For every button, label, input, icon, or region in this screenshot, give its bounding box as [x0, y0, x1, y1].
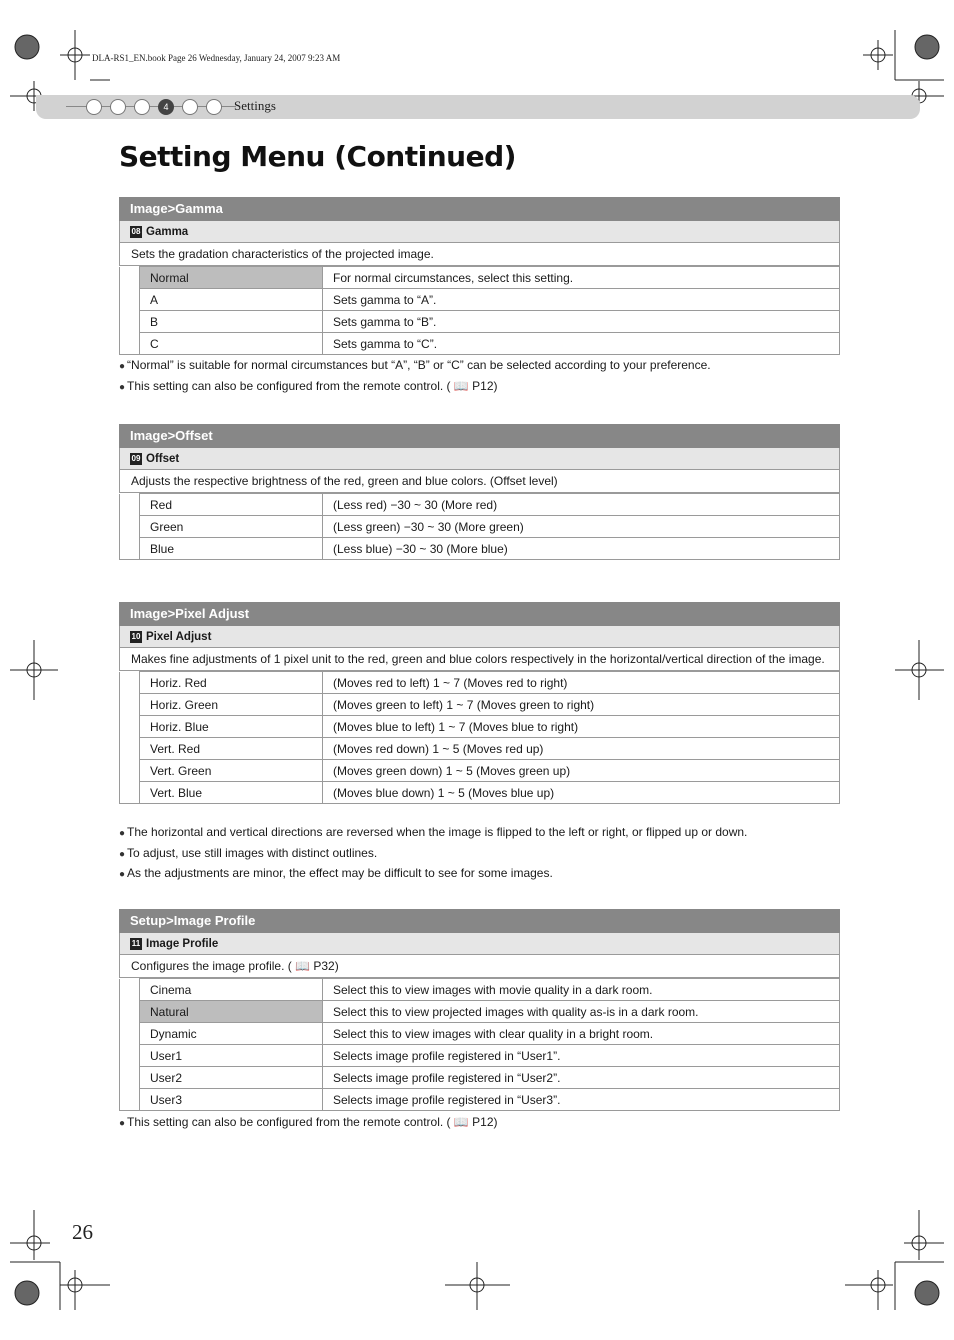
option-name: A: [140, 289, 323, 311]
option-name: Blue: [140, 538, 323, 560]
row-indent: [120, 782, 140, 804]
table-row: [120, 494, 840, 516]
row-indent: [120, 1067, 140, 1089]
option-description: Sets gamma to “C”.: [323, 333, 840, 355]
options-table: [119, 266, 840, 355]
note-item: ● To adjust, use still images with distinct outlines.: [119, 844, 747, 865]
row-indent: [120, 716, 140, 738]
option-description: (Less blue) −30 ~ 30 (More blue): [323, 538, 840, 560]
note-item: ● As the adjustments are minor, the effect may be difficult to see for some images.: [119, 864, 747, 885]
row-indent: [120, 694, 140, 716]
table-row: [120, 760, 840, 782]
item-title-text: Image Profile: [146, 937, 219, 950]
table-row: [120, 289, 840, 311]
row-indent: [120, 267, 140, 289]
section-label: Settings: [234, 98, 276, 113]
row-indent: [120, 333, 140, 355]
note-item: ● “Normal” is suitable for normal circumstances but “A”, “B” or “C” can be selected according to your preference.: [119, 356, 711, 377]
row-indent: [120, 1001, 140, 1023]
table-row: [120, 694, 840, 716]
table-row: [120, 1045, 840, 1067]
option-description: (Moves blue down) 1 ~ 5 (Moves blue up): [323, 782, 840, 804]
item-description: Sets the gradation characteristics of the projected image.: [119, 243, 840, 266]
table-row: [120, 782, 840, 804]
row-indent: [120, 979, 140, 1001]
item-number-badge: 08: [131, 226, 141, 236]
option-description: (Less red) −30 ~ 30 (More red): [323, 494, 840, 516]
row-indent: [120, 516, 140, 538]
row-indent: [120, 760, 140, 782]
option-description: (Moves green down) 1 ~ 5 (Moves green up): [323, 760, 840, 782]
table-row: [120, 1089, 840, 1111]
options-table: [119, 978, 840, 1111]
item-description: Makes fine adjustments of 1 pixel unit to the red, green and blue colors respectively in the horizontal/vertical direction of the image.: [119, 648, 840, 671]
option-name: C: [140, 333, 323, 355]
section-heading: Setup>Image Profile: [119, 909, 840, 933]
option-name: Natural: [140, 1001, 323, 1023]
item-title-text: Pixel Adjust: [146, 630, 212, 643]
option-name: Horiz. Green: [140, 694, 323, 716]
option-name: Normal: [140, 267, 323, 289]
table-row: [120, 738, 840, 760]
option-description: Select this to view images with movie quality in a dark room.: [323, 979, 840, 1001]
notes-list: [119, 823, 747, 885]
step-circle: [182, 99, 198, 115]
step-circle: [86, 99, 102, 115]
settings-section: [119, 424, 840, 560]
step-circle: [110, 99, 126, 115]
item-title-text: Gamma: [146, 225, 189, 238]
notes-list: [119, 356, 711, 397]
table-row: [120, 1001, 840, 1023]
print-info: DLA-RS1_EN.book Page 26 Wednesday, January 24, 2007 9:23 AM: [92, 53, 341, 63]
option-name: Horiz. Blue: [140, 716, 323, 738]
option-name: Dynamic: [140, 1023, 323, 1045]
option-name: User3: [140, 1089, 323, 1111]
item-number-badge: 10: [131, 631, 141, 641]
table-row: [120, 672, 840, 694]
note-item: ● The horizontal and vertical directions are reversed when the image is flipped to the left or right, or flipped up or down.: [119, 823, 747, 844]
row-indent: [120, 494, 140, 516]
page-title: Setting Menu (Continued): [119, 140, 516, 173]
row-indent: [120, 738, 140, 760]
page-number: 26: [72, 1220, 93, 1244]
option-description: Sets gamma to “B”.: [323, 311, 840, 333]
option-name: Vert. Red: [140, 738, 323, 760]
option-name: Vert. Green: [140, 760, 323, 782]
row-indent: [120, 311, 140, 333]
option-description: For normal circumstances, select this setting.: [323, 267, 840, 289]
section-heading: Image>Offset: [119, 424, 840, 448]
option-name: Horiz. Red: [140, 672, 323, 694]
option-description: (Moves red to left) 1 ~ 7 (Moves red to right): [323, 672, 840, 694]
table-row: [120, 267, 840, 289]
table-row: [120, 516, 840, 538]
item-title: [119, 221, 840, 243]
table-row: [120, 333, 840, 355]
option-description: Selects image profile registered in “User2”.: [323, 1067, 840, 1089]
option-description: Select this to view projected images with quality as-is in a dark room.: [323, 1001, 840, 1023]
option-description: Selects image profile registered in “User3”.: [323, 1089, 840, 1111]
table-row: [120, 1023, 840, 1045]
note-item: ● This setting can also be configured from the remote control. ( 📖 P12): [119, 1113, 498, 1134]
row-indent: [120, 1089, 140, 1111]
row-indent: [120, 1023, 140, 1045]
option-name: Vert. Blue: [140, 782, 323, 804]
option-name: Red: [140, 494, 323, 516]
options-table: [119, 671, 840, 804]
item-title: [119, 626, 840, 648]
step-circle: [206, 99, 222, 115]
item-description: Configures the image profile. ( 📖 P32): [119, 955, 840, 978]
settings-section: [119, 602, 840, 804]
option-description: Sets gamma to “A”.: [323, 289, 840, 311]
option-description: (Moves green to left) 1 ~ 7 (Moves green to right): [323, 694, 840, 716]
table-row: [120, 538, 840, 560]
settings-section: [119, 909, 840, 1111]
table-row: [120, 1067, 840, 1089]
options-table: [119, 493, 840, 560]
item-description: Adjusts the respective brightness of the red, green and blue colors. (Offset level): [119, 470, 840, 493]
item-number-badge: 09: [131, 453, 141, 463]
option-description: (Moves blue to left) 1 ~ 7 (Moves blue to right): [323, 716, 840, 738]
row-indent: [120, 1045, 140, 1067]
option-name: User2: [140, 1067, 323, 1089]
row-indent: [120, 672, 140, 694]
table-row: [120, 311, 840, 333]
settings-section: [119, 197, 840, 355]
option-description: (Less green) −30 ~ 30 (More green): [323, 516, 840, 538]
note-item: ● This setting can also be configured from the remote control. ( 📖 P12): [119, 377, 711, 398]
section-heading: Image>Gamma: [119, 197, 840, 221]
option-name: B: [140, 311, 323, 333]
section-heading: Image>Pixel Adjust: [119, 602, 840, 626]
item-title-text: Offset: [146, 452, 180, 465]
option-description: (Moves red down) 1 ~ 5 (Moves red up): [323, 738, 840, 760]
item-number-badge: 11: [131, 938, 141, 948]
notes-list: [119, 1113, 498, 1134]
step-circle: 4: [158, 99, 174, 115]
item-title: [119, 448, 840, 470]
step-circle: [134, 99, 150, 115]
table-row: [120, 979, 840, 1001]
option-name: User1: [140, 1045, 323, 1067]
option-name: Cinema: [140, 979, 323, 1001]
item-title: [119, 933, 840, 955]
step-indicator: [86, 99, 230, 115]
table-row: [120, 716, 840, 738]
row-indent: [120, 538, 140, 560]
option-name: Green: [140, 516, 323, 538]
option-description: Selects image profile registered in “User1”.: [323, 1045, 840, 1067]
option-description: Select this to view images with clear quality in a bright room.: [323, 1023, 840, 1045]
row-indent: [120, 289, 140, 311]
